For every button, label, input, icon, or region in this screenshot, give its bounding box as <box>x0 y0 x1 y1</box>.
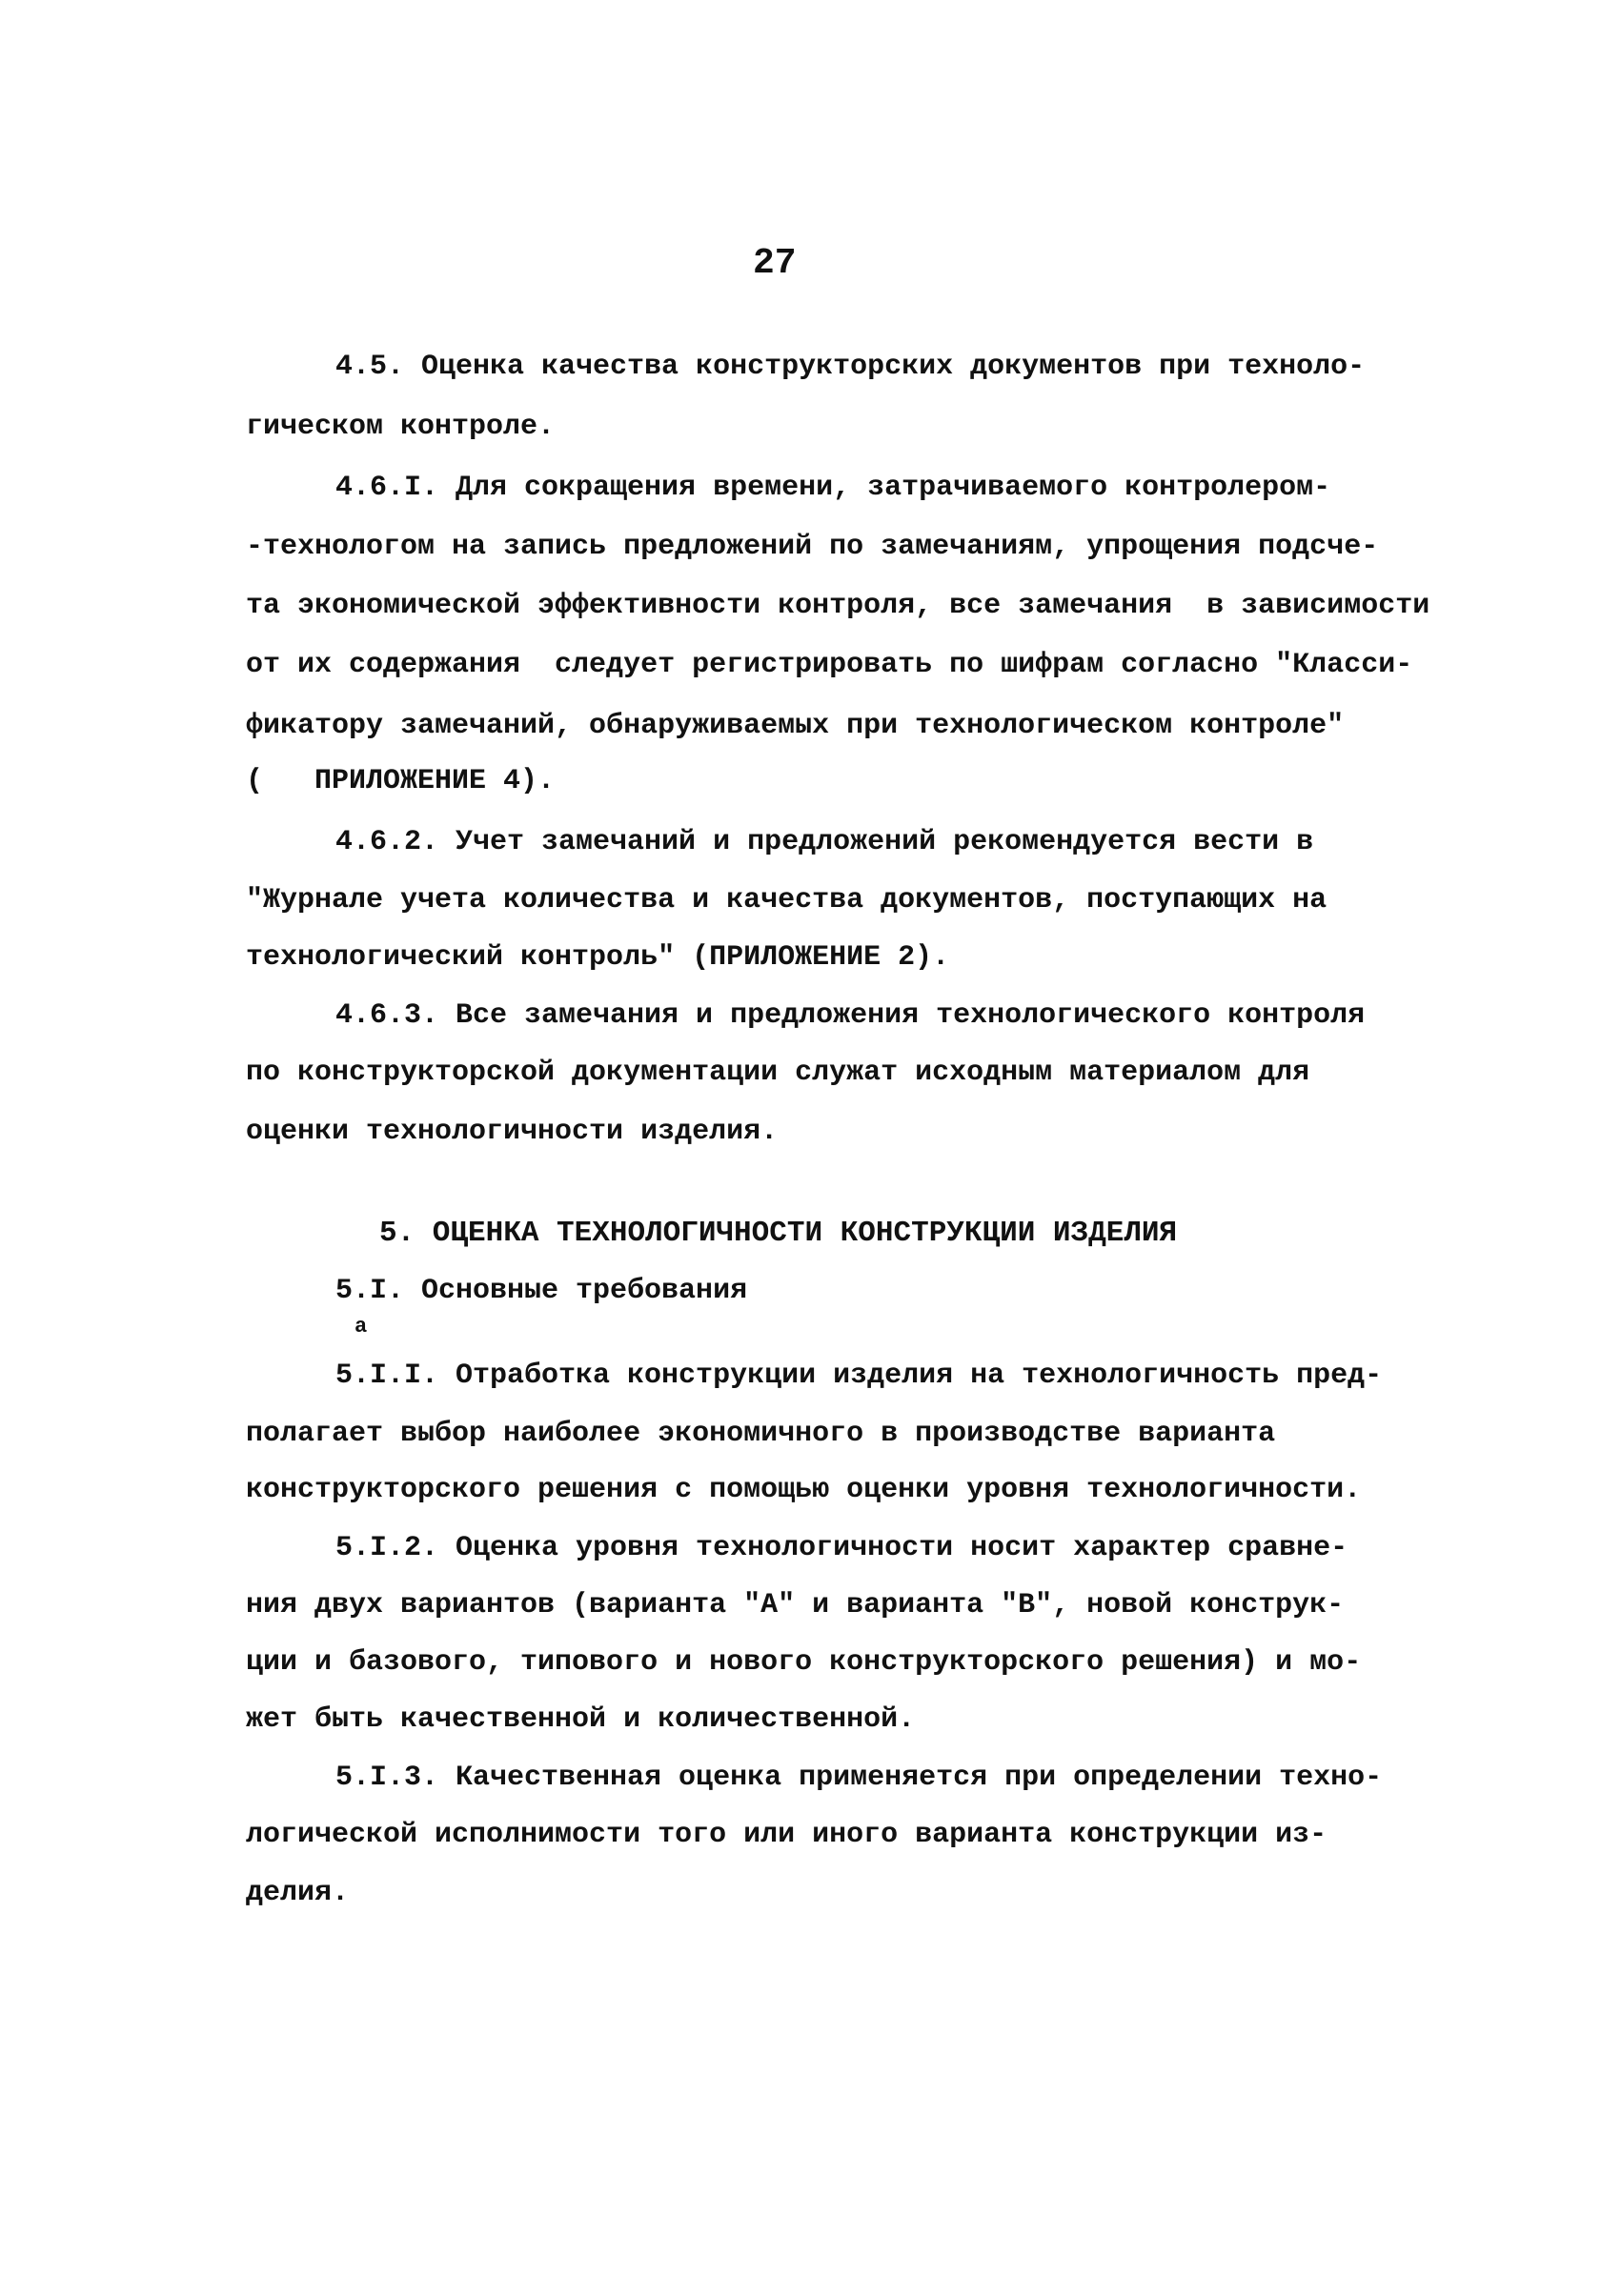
text-line: технологический контроль" (ПРИЛОЖЕНИЕ 2). <box>246 941 950 974</box>
text-line: 5.I.2. Оценка уровня технологичности носит характер сравне- <box>335 1532 1348 1564</box>
text-line: ( ПРИЛОЖЕНИЕ 4). <box>246 765 556 797</box>
text-line: фикатору замечаний, обнаруживаемых при технологическом контроле" <box>246 710 1345 742</box>
text-line: конструкторского решения с помощью оценки уровня технологичности. <box>246 1474 1362 1506</box>
text-line: та экономической эффективности контроля, все замечания в зависимости <box>246 590 1430 622</box>
section-heading: 5. ОЦЕНКА ТЕХНОЛОГИЧНОСТИ КОНСТРУКЦИИ ИЗДЕЛИЯ <box>379 1217 1178 1250</box>
page-number: 27 <box>753 243 797 284</box>
text-line: ния двух вариантов (варианта "А" и варианта "В", новой конструк- <box>246 1589 1345 1621</box>
text-line: от их содержания следует регистрировать по шифрам согласно "Класси- <box>246 649 1413 681</box>
text-line: гическом контроле. <box>246 411 556 443</box>
text-line: полагает выбор наиболее экономичного в производстве варианта <box>246 1418 1276 1450</box>
text-line: жет быть качественной и количественной. <box>246 1703 916 1736</box>
text-line: делия. <box>246 1877 350 1909</box>
text-line: 4.5. Оценка качества конструкторских документов при техноло- <box>335 351 1366 383</box>
text-line: логической исполнимости того или иного варианта конструкции из- <box>246 1819 1327 1851</box>
text-line: 4.6.3. Все замечания и предложения технологического контроля <box>335 999 1366 1032</box>
text-line: ции и базового, типового и нового конструкторского решения) и мо- <box>246 1646 1362 1679</box>
subsection-heading: 5.I. Основные требования <box>335 1275 748 1307</box>
text-line: по конструкторской документации служат исходным материалом для <box>246 1057 1310 1089</box>
text-line: "Журнале учета количества и качества документов, поступающих на <box>246 884 1327 916</box>
text-line: 4.6.I. Для сокращения времени, затрачиваемого контролером- <box>335 472 1331 504</box>
text-line: 4.6.2. Учет замечаний и предложений рекомендуется вести в <box>335 826 1314 858</box>
text-line: 5.I.I. Отработка конструкции изделия на технологичность пред- <box>335 1359 1383 1392</box>
text-line: -технологом на запись предложений по замечаниям, упрощения подсче- <box>246 531 1379 563</box>
text-line: оценки технологичности изделия. <box>246 1116 779 1148</box>
margin-mark: а <box>355 1315 368 1339</box>
text-line: 5.I.3. Качественная оценка применяется при определении техно- <box>335 1762 1383 1794</box>
